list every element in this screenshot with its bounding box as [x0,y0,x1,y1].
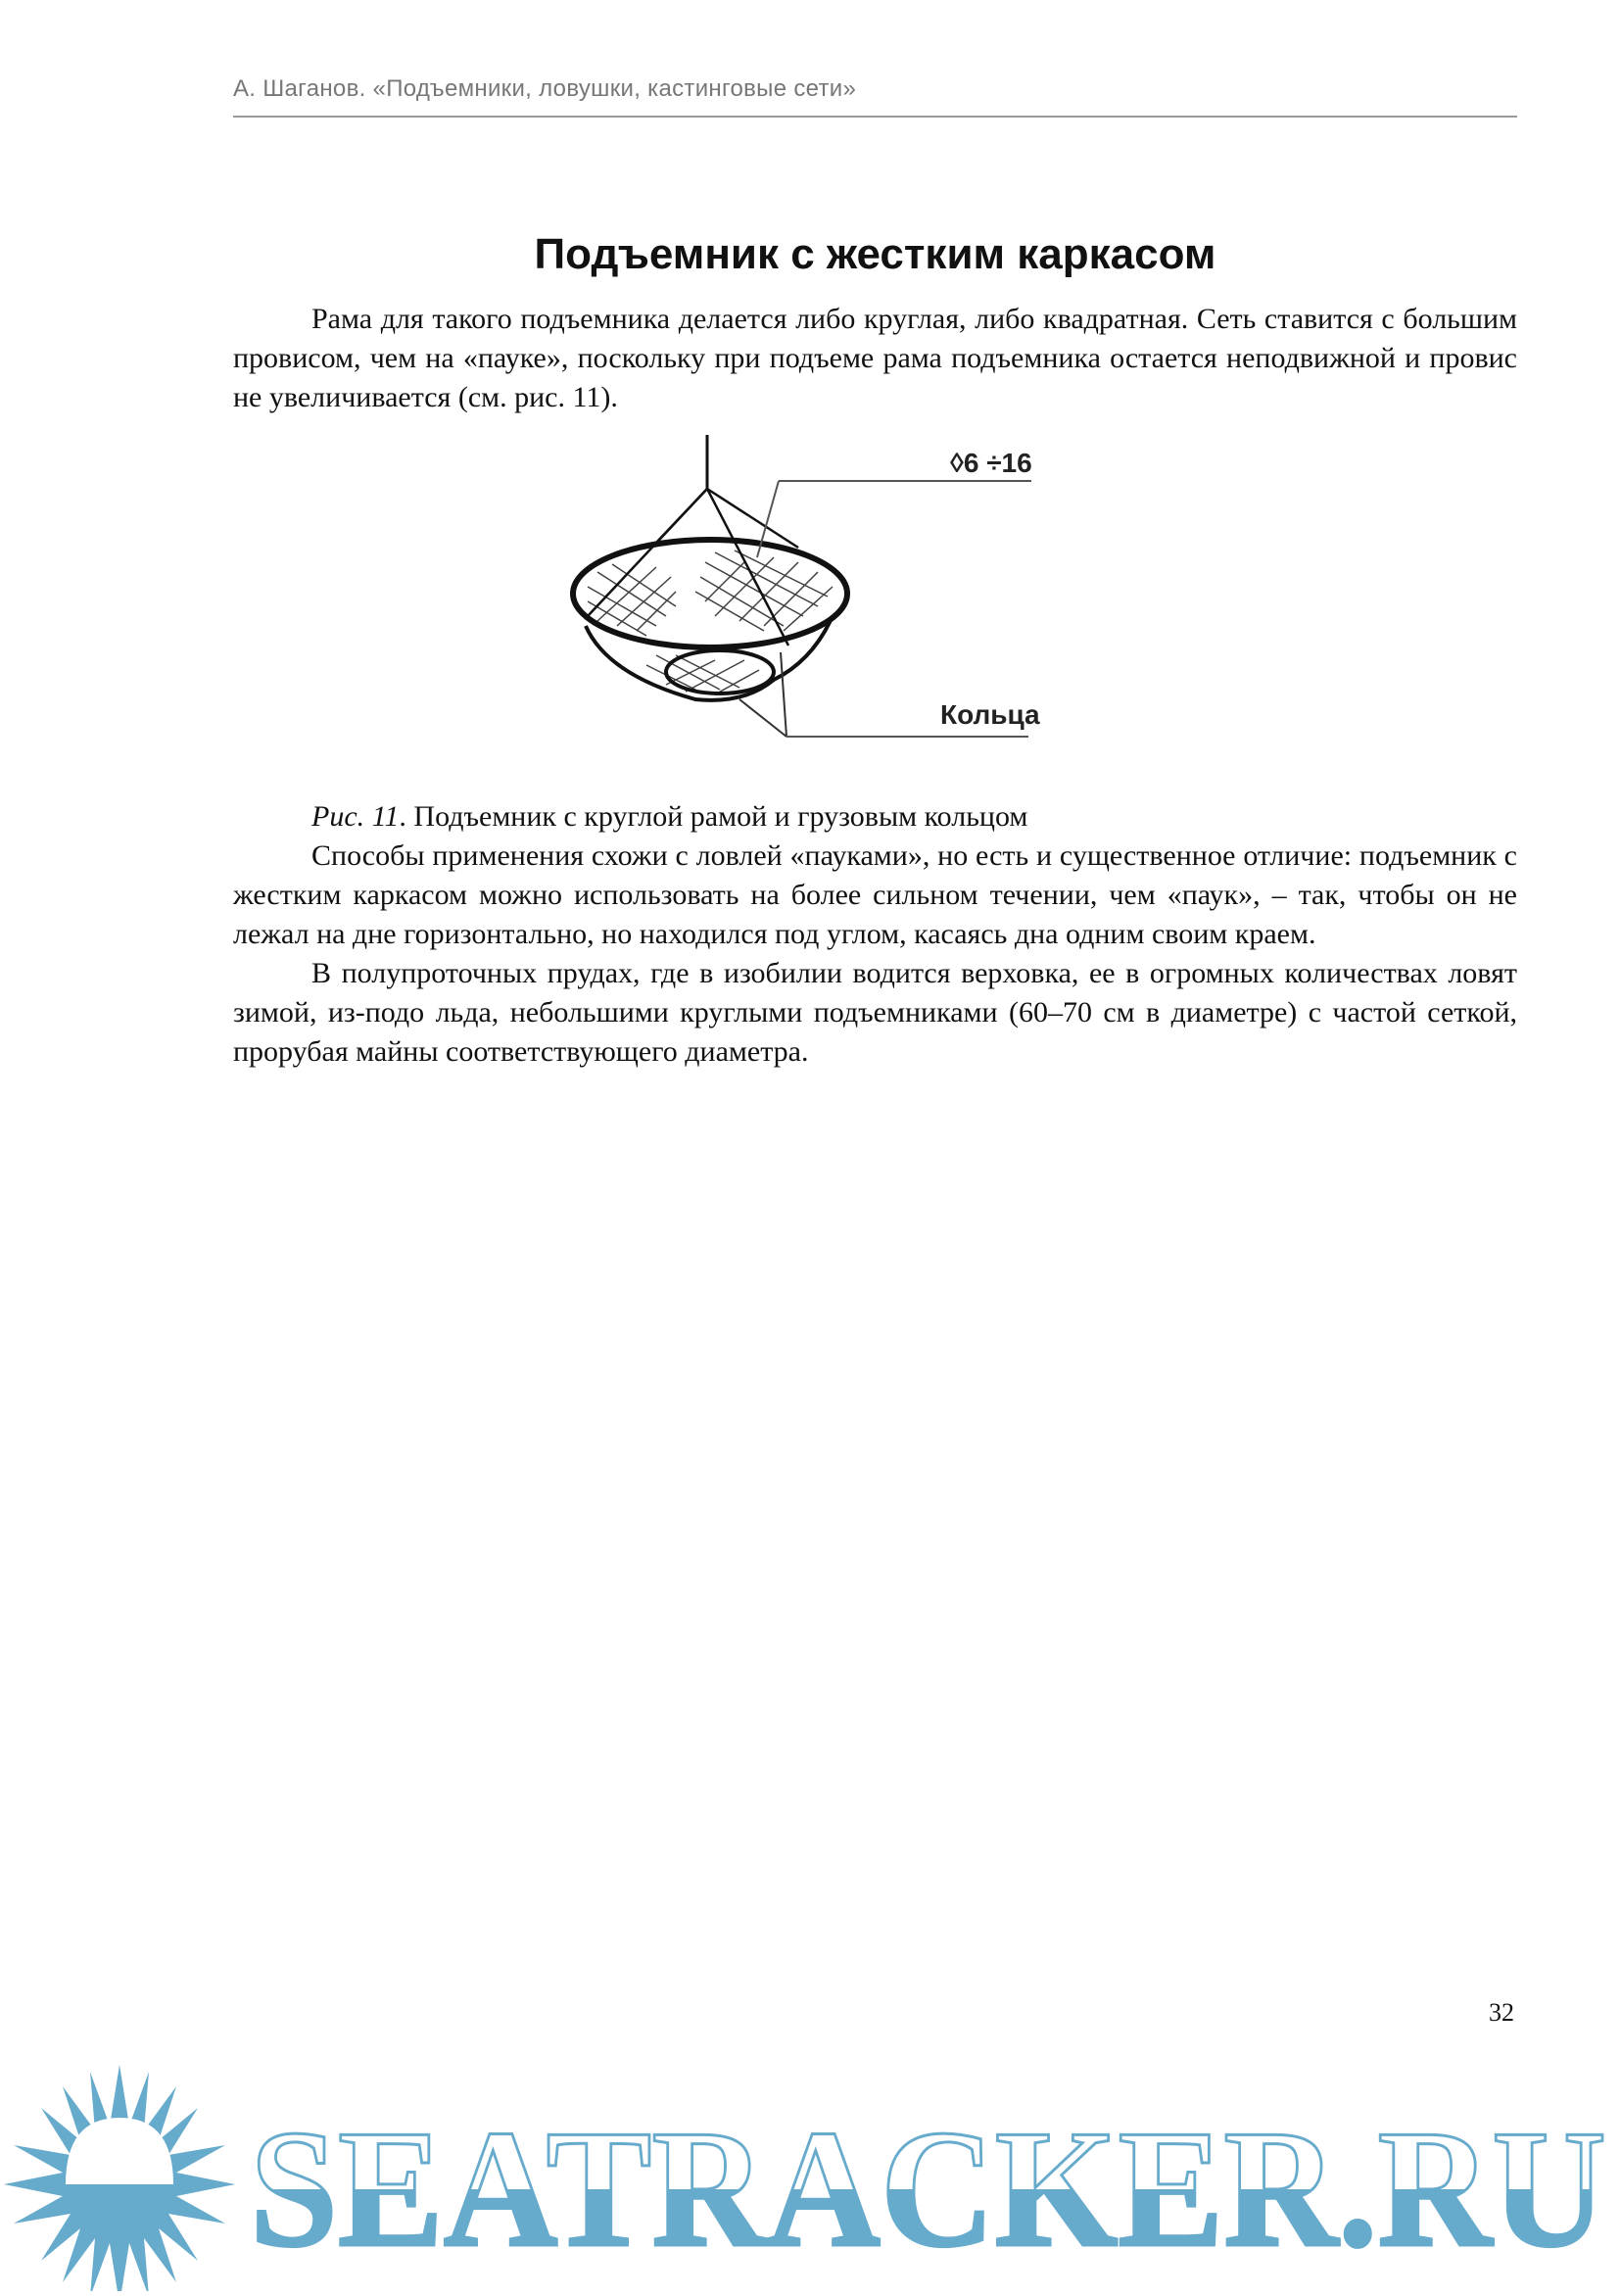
figure-caption [233,797,1517,837]
watermark-logo [0,2047,1620,2291]
running-header: А. Шаганов. «Подъемники, ловушки, кастинговые сети» [233,75,857,102]
page-number: 32 [1489,1998,1514,2027]
paragraph-2: Способы применения схожи с ловлей «пауками», но есть и существенное отличие: подъемник с жестким каркасом можно использовать на более сильном течении, чем «паук», – так, чтобы он не лежал на дне горизонтально, но находился под углом, касаясь дна одним своим краем. [233,839,1517,950]
page-column [233,74,1517,1072]
figure-lift-net [548,425,1195,758]
paragraph-3: В полупроточных прудах, где в изобилии водится верховка, ее в огромных количествах ловят зимой, из-подо льда, небольшими круглыми подъемниками (60–70 см в диаметре) с частой сеткой, прорубая майны соответствующего диаметра. [233,957,1517,1068]
header-divider [233,116,1517,118]
sun-logo-icon [0,2047,1620,2291]
diameter-label: ◊6 ÷16 [950,448,1032,478]
caption-prefix: Рис. 11 [311,800,400,833]
caption-text: . Подъемник с круглой рамой и грузовым кольцом [399,800,1028,833]
paragraph-1: Рама для такого подъемника делается либо круглая, либо квадратная. Сеть ставится с большим провисом, чем на «пауке», поскольку при подъеме рама подъемника остается неподвижной и провис не увеличивается (см. рис. 11). [233,303,1517,413]
section-title: Подъемник с жестким каркасом [534,230,1216,278]
lift-net-illustration [548,425,1195,758]
watermark-text: SEATRACKER.RU [250,2096,1606,2282]
rings-label: Кольца [940,699,1040,730]
